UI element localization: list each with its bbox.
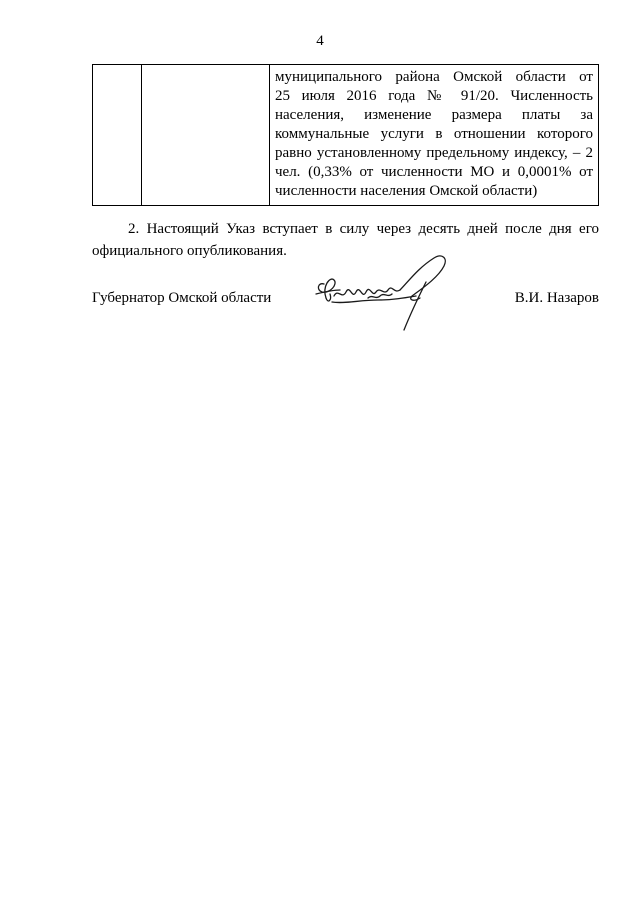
signature-block — [92, 280, 599, 340]
paragraph-line: официального опубликования. — [92, 243, 287, 259]
signer-title: Губернатор Омской области — [92, 290, 272, 306]
page-number: 4 — [316, 33, 324, 49]
table-cell-text-line: населения, изменение размера платы за — [275, 107, 593, 123]
table-cell-text-line: 25 июля 2016 года № 91/20. Численность — [275, 88, 593, 104]
table-cell-text-line: равно установленному предельному индексу, – 2 — [275, 145, 593, 161]
paragraph-line: 2. Настоящий Указ вступает в силу через десять дней после дня его — [128, 221, 599, 237]
table-cell-text-line: коммунальные услуги в отношении которого — [275, 126, 593, 142]
table-cell-number — [93, 65, 142, 206]
table-cell-name — [142, 65, 270, 206]
signer-name: В.И. Назаров — [514, 290, 599, 306]
table-cell-description — [270, 65, 599, 206]
handwritten-signature — [308, 254, 468, 334]
table-cell-text-line: численности населения Омской области) — [275, 183, 538, 199]
table-row — [93, 65, 599, 206]
data-table — [92, 64, 599, 206]
table-cell-text-line: чел. (0,33% от численности МО и 0,0001% от — [275, 164, 593, 180]
table-cell-text-line: муниципального района Омской области от — [275, 69, 593, 85]
